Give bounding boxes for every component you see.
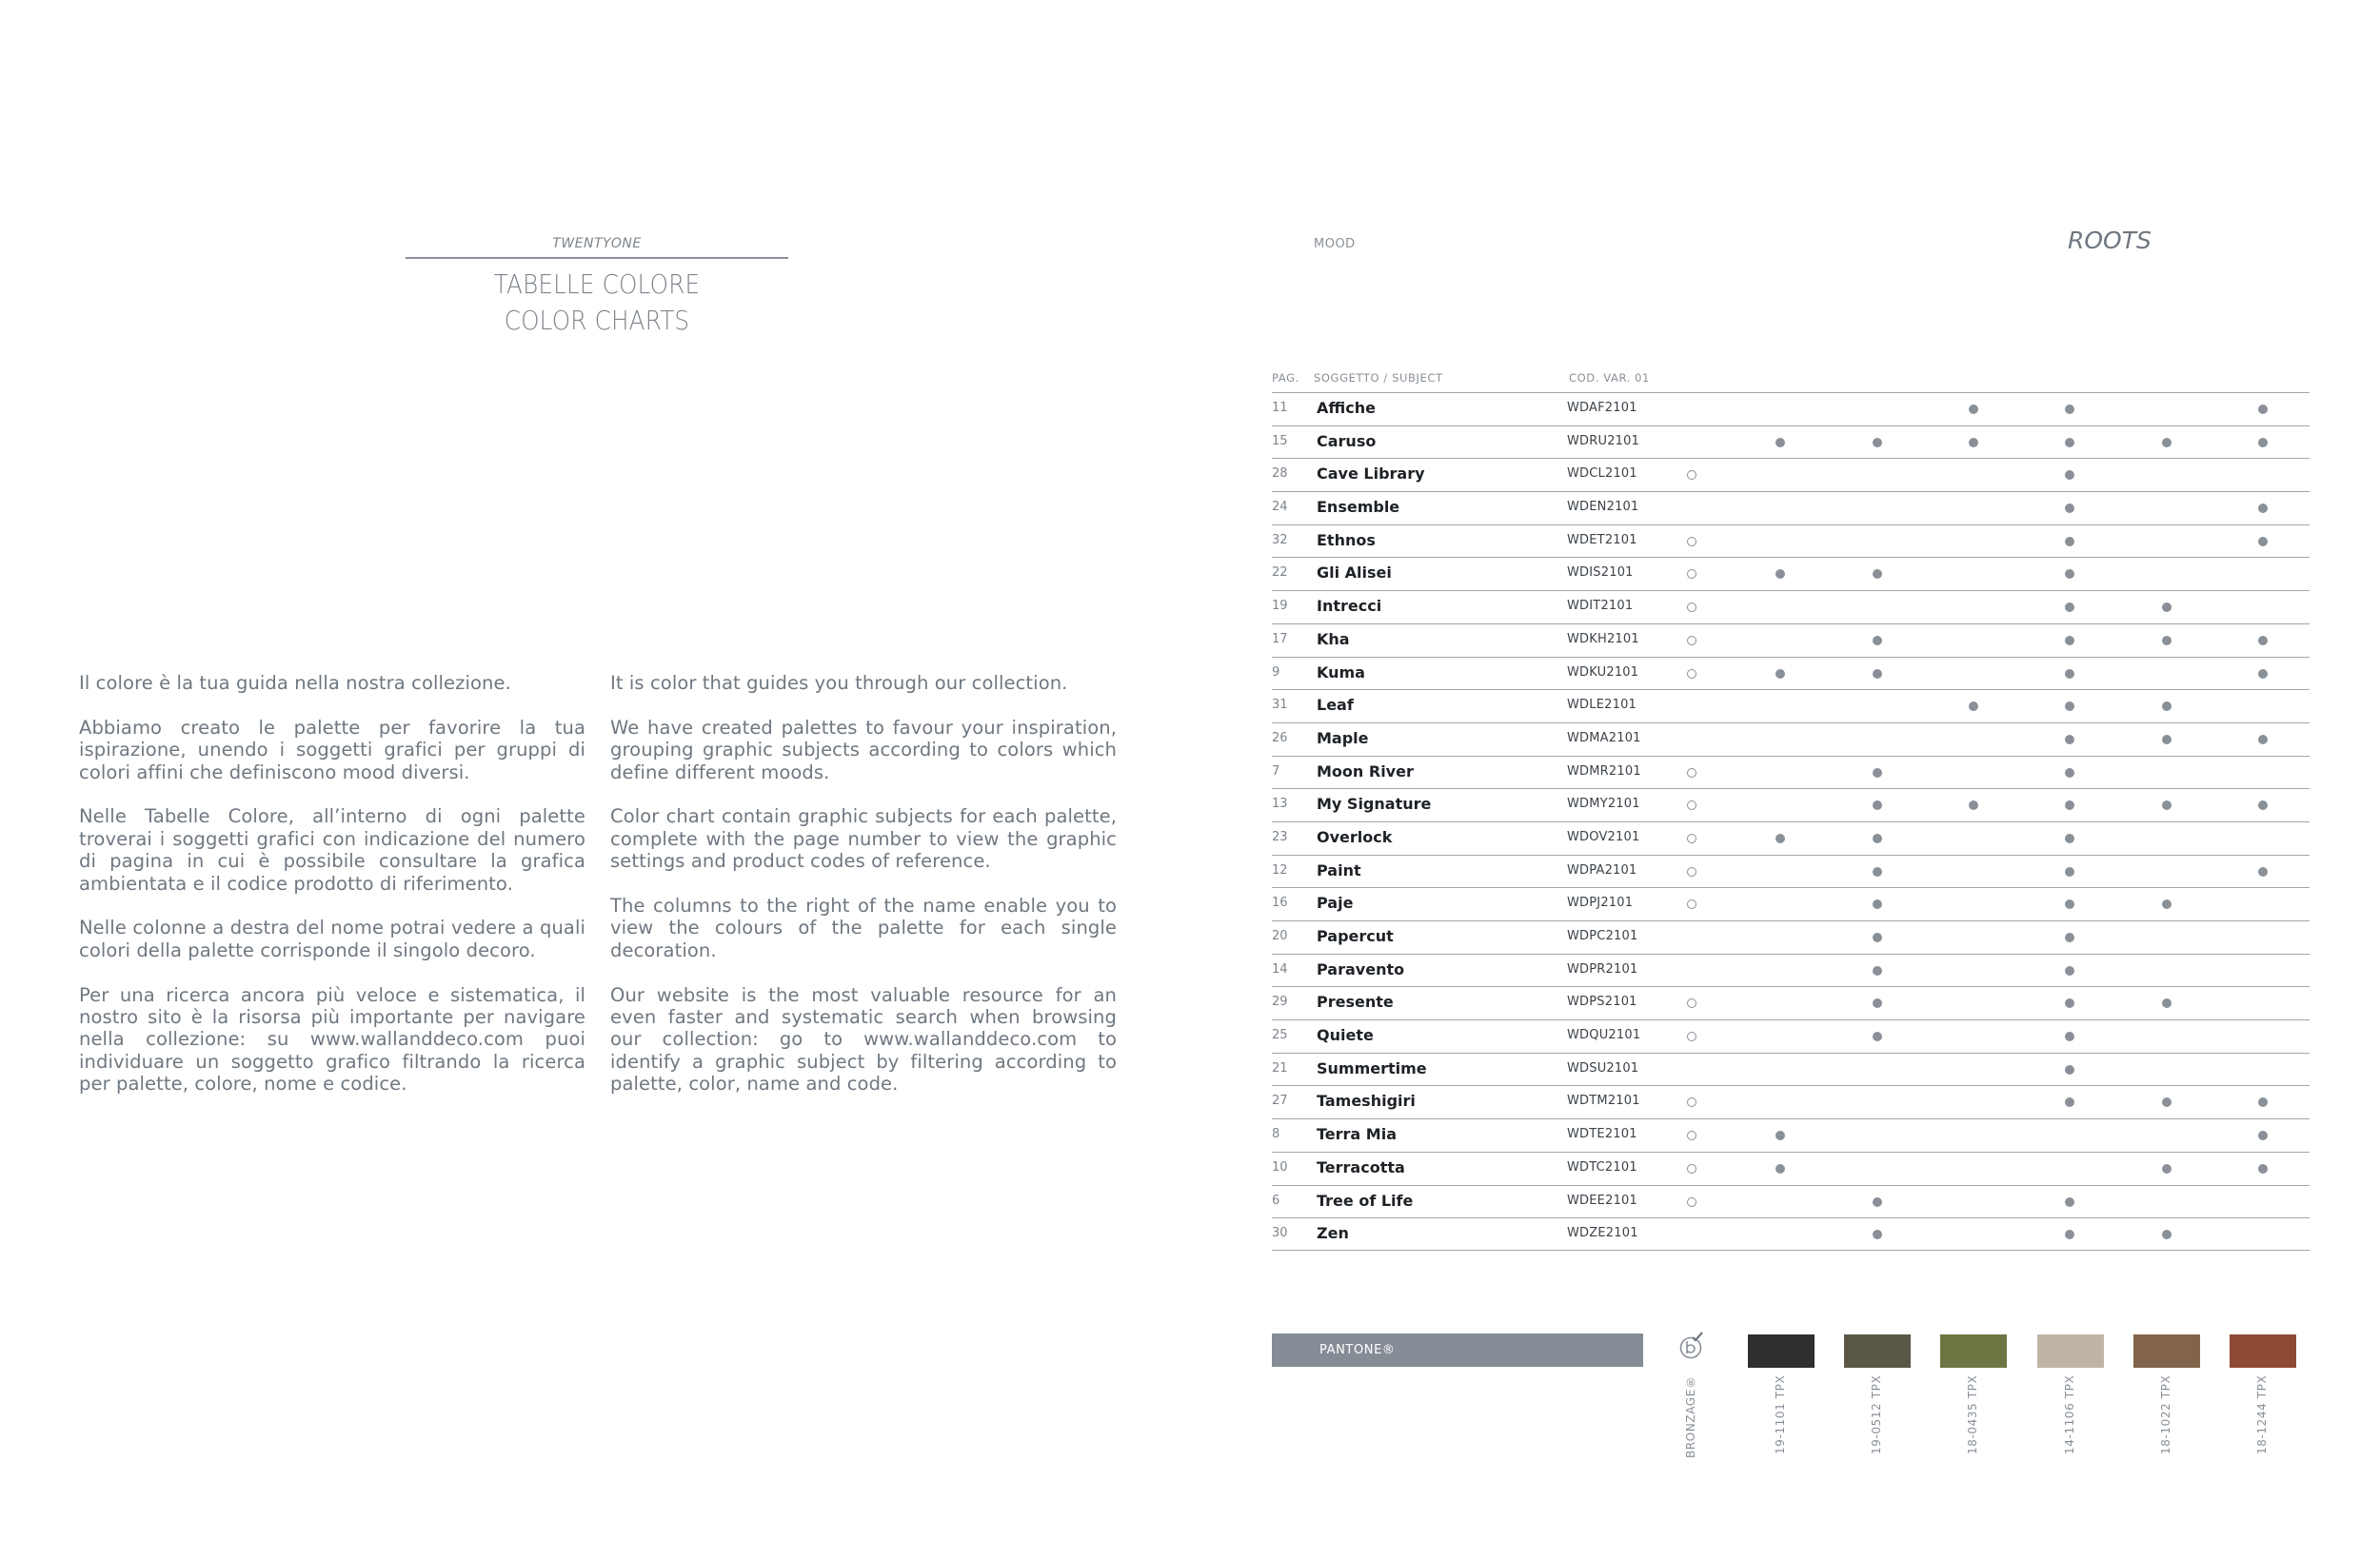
color-dot-marker (1873, 800, 1882, 810)
row-subject: Kuma (1317, 662, 1365, 682)
row-subject: Paint (1317, 860, 1361, 879)
row-code: WDET2101 (1567, 532, 1637, 547)
bronzage-ring-marker (1687, 669, 1696, 679)
row-subject: Ethnos (1317, 530, 1376, 549)
color-dot-marker (2162, 899, 2172, 909)
color-dot-marker (1969, 800, 1978, 810)
row-page-number: 8 (1272, 1127, 1280, 1142)
bronzage-ring-marker (1687, 1097, 1696, 1107)
row-subject: Cave Library (1317, 464, 1425, 484)
row-page-number: 6 (1272, 1193, 1280, 1208)
table-row (1272, 623, 2310, 657)
row-code: WDTC2101 (1567, 1159, 1637, 1175)
color-swatch (1844, 1334, 1911, 1368)
intro-it-paragraph: Nelle Tabelle Colore, all’interno di ogni palette troverai i soggetti grafici con indicazione del numero di pagina in cui è possibile consultare la grafica ambientata e il codice prodotto di riferimento. (79, 805, 585, 895)
color-dot-marker (1873, 834, 1882, 843)
row-page-number: 7 (1272, 763, 1280, 779)
row-page-number: 13 (1272, 797, 1288, 812)
table-row (1272, 821, 2310, 855)
color-dot-marker (2065, 1097, 2074, 1107)
mood-value: ROOTS (2068, 227, 2152, 254)
bronzage-ring-marker (1687, 636, 1696, 645)
color-dot-marker (1969, 405, 1978, 414)
color-dot-marker (2258, 537, 2268, 546)
color-dot-marker (2258, 504, 2268, 513)
color-dot-marker (2065, 966, 2074, 976)
swatch-code-label: 18-1022 TPX (2159, 1375, 2172, 1455)
row-code: WDPC2101 (1567, 929, 1638, 943)
bronzage-ring-marker (1687, 800, 1696, 810)
row-subject: Leaf (1317, 696, 1354, 715)
bronzage-ring-marker (1687, 569, 1696, 579)
row-page-number: 28 (1272, 466, 1288, 482)
table-row (1272, 590, 2310, 623)
table-row (1272, 425, 2310, 459)
row-page-number: 12 (1272, 862, 1288, 878)
color-swatch (1748, 1334, 1815, 1368)
color-dot-marker (1873, 768, 1882, 778)
intro-it-paragraph: Abbiamo creato le palette per favorire la tua ispirazione, unendo i soggetti grafici per gruppi di colori affini che definiscono mood diversi. (79, 716, 585, 783)
table-row (1272, 1185, 2310, 1218)
row-page-number: 15 (1272, 433, 1288, 448)
swatch-code-label: 19-1101 TPX (1774, 1375, 1787, 1455)
intro-it-paragraph: Per una ricerca ancora più veloce e sistematica, il nostro sito è la risorsa più importante per navigare nella collezione: su www.wallanddeco.com puoi individuare un soggetto grafico filtrando la ricerca per palette, colore, nome e codice. (79, 983, 585, 1096)
color-dot-marker (2162, 1230, 2172, 1239)
intro-it-paragraph: Il colore è la tua guida nella nostra collezione. (79, 672, 511, 694)
color-dot-marker (2258, 1164, 2268, 1174)
table-row (1272, 920, 2310, 954)
header-subject: SOGGETTO / SUBJECT (1314, 371, 1443, 385)
row-page-number: 14 (1272, 961, 1288, 977)
color-dot-marker (2065, 834, 2074, 843)
color-dot-marker (1873, 899, 1882, 909)
color-dot-marker (2258, 405, 2268, 414)
mood-label: MOOD (1314, 237, 1356, 251)
table-row (1272, 986, 2310, 1019)
row-page-number: 26 (1272, 730, 1288, 745)
color-dot-marker (2065, 669, 2074, 679)
intro-italian (79, 672, 585, 1117)
bronzage-ring-marker (1687, 834, 1696, 843)
color-dot-marker (2065, 504, 2074, 513)
page-title (428, 267, 765, 339)
color-dot-marker (2258, 1131, 2268, 1140)
color-dot-marker (2065, 899, 2074, 909)
row-subject: Presente (1317, 993, 1394, 1012)
row-page-number: 9 (1272, 664, 1280, 680)
color-dot-marker (2065, 438, 2074, 447)
color-dot-marker (1775, 438, 1785, 447)
row-page-number: 22 (1272, 565, 1288, 581)
header-code: COD. VAR. 01 (1569, 371, 1650, 385)
color-dot-marker (1775, 569, 1785, 579)
color-dot-marker (2162, 998, 2172, 1008)
color-dot-marker (2065, 1197, 2074, 1207)
color-dot-marker (2258, 800, 2268, 810)
color-dot-marker (2258, 669, 2268, 679)
row-code: WDPJ2101 (1567, 896, 1634, 911)
table-row (1272, 788, 2310, 821)
bronzage-ring-marker (1687, 1032, 1696, 1041)
row-subject: Kha (1317, 629, 1350, 648)
row-code: WDPR2101 (1567, 961, 1638, 977)
row-subject: Affiche (1317, 399, 1376, 417)
row-subject: Overlock (1317, 827, 1393, 846)
row-subject: Quiete (1317, 1026, 1374, 1045)
row-code: WDZE2101 (1567, 1226, 1638, 1241)
table-row (1272, 689, 2310, 722)
color-dot-marker (2065, 768, 2074, 778)
color-dot-marker (1775, 1131, 1785, 1140)
table-row (1272, 392, 2310, 425)
row-page-number: 27 (1272, 1094, 1288, 1109)
bronzage-ring-marker (1687, 537, 1696, 546)
bronzage-ring-marker (1687, 1197, 1696, 1207)
row-code: WDLE2101 (1567, 698, 1637, 713)
row-page-number: 17 (1272, 631, 1288, 646)
row-subject: Summertime (1317, 1058, 1427, 1077)
row-code: WDOV2101 (1567, 829, 1640, 844)
row-subject: Zen (1317, 1224, 1349, 1243)
bronzage-ring-marker (1687, 867, 1696, 877)
row-code: WDKU2101 (1567, 664, 1639, 680)
color-dot-marker (2162, 636, 2172, 645)
color-dot-marker (2065, 1230, 2074, 1239)
color-dot-marker (2065, 470, 2074, 480)
color-dot-marker (1873, 998, 1882, 1008)
table-row (1272, 1118, 2310, 1152)
row-subject: Gli Alisei (1317, 563, 1392, 583)
table-row (1272, 954, 2310, 987)
row-code: WDSU2101 (1567, 1060, 1639, 1076)
row-subject: Intrecci (1317, 597, 1382, 616)
title-line-en: COLOR CHARTS (504, 305, 690, 336)
color-dot-marker (1775, 669, 1785, 679)
row-code: WDEN2101 (1567, 500, 1639, 515)
intro-it-paragraph: Nelle colonne a destra del nome potrai vedere a quali colori della palette corrisponde il singolo decoro. (79, 917, 585, 961)
row-code: WDTM2101 (1567, 1094, 1640, 1109)
title-line-it: TABELLE COLORE (493, 268, 701, 300)
row-page-number: 11 (1272, 401, 1288, 415)
table-row (1272, 557, 2310, 590)
row-subject: Ensemble (1317, 498, 1400, 517)
color-dot-marker (2258, 867, 2268, 877)
color-dot-marker (2258, 438, 2268, 447)
color-dot-marker (1873, 867, 1882, 877)
color-swatch (2037, 1334, 2104, 1368)
color-swatch (1940, 1334, 2007, 1368)
bronzage-ring-marker (1687, 603, 1696, 612)
bronzage-ring-marker (1687, 899, 1696, 909)
bronzage-check-icon (1679, 1332, 1704, 1360)
row-page-number: 19 (1272, 599, 1288, 614)
row-code: WDTE2101 (1567, 1127, 1637, 1142)
bronzage-ring-marker (1687, 470, 1696, 480)
row-page-number: 10 (1272, 1159, 1288, 1175)
bronzage-ring-marker (1687, 1131, 1696, 1140)
row-code: WDMA2101 (1567, 730, 1641, 745)
row-page-number: 24 (1272, 500, 1288, 515)
row-subject: Terracotta (1317, 1157, 1405, 1176)
color-chart-table (1272, 392, 2310, 1251)
color-swatch (2230, 1334, 2296, 1368)
row-page-number: 29 (1272, 995, 1288, 1010)
row-page-number: 31 (1272, 698, 1288, 713)
table-row (1272, 1217, 2310, 1251)
color-dot-marker (1873, 933, 1882, 942)
color-dot-marker (2162, 735, 2172, 744)
row-subject: My Signature (1317, 795, 1432, 814)
header-page: PAG. (1272, 371, 1299, 385)
color-dot-marker (2065, 636, 2074, 645)
color-swatch (2133, 1334, 2200, 1368)
row-subject: Papercut (1317, 927, 1394, 945)
row-page-number: 30 (1272, 1226, 1288, 1241)
row-code: WDIS2101 (1567, 565, 1634, 581)
color-dot-marker (2162, 800, 2172, 810)
color-dot-marker (2162, 1164, 2172, 1174)
swatch-code-label: 18-1244 TPX (2255, 1375, 2269, 1455)
table-row (1272, 756, 2310, 789)
color-dot-marker (2065, 569, 2074, 579)
row-page-number: 23 (1272, 829, 1288, 844)
color-dot-marker (2258, 1097, 2268, 1107)
intro-en-paragraph: The columns to the right of the name enable you to view the colours of the palette for each single decoration. (610, 895, 1117, 961)
swatch-code-label: 19-0512 TPX (1870, 1375, 1883, 1455)
color-dot-marker (2065, 800, 2074, 810)
color-dot-marker (2065, 701, 2074, 711)
color-dot-marker (2065, 1032, 2074, 1041)
color-dot-marker (1873, 1032, 1882, 1041)
row-subject: Tameshigiri (1317, 1092, 1416, 1111)
color-dot-marker (2065, 603, 2074, 612)
row-page-number: 16 (1272, 896, 1288, 911)
bronzage-ring-marker (1687, 998, 1696, 1008)
table-header (1272, 371, 2310, 388)
row-subject: Tree of Life (1317, 1191, 1414, 1210)
swatch-code-label: 18-0435 TPX (1966, 1375, 1979, 1455)
color-dot-marker (1873, 966, 1882, 976)
color-dot-marker (2065, 867, 2074, 877)
row-code: WDAF2101 (1567, 401, 1637, 415)
color-dot-marker (1775, 1164, 1785, 1174)
row-code: WDMR2101 (1567, 763, 1641, 779)
color-dot-marker (2065, 1065, 2074, 1075)
row-page-number: 32 (1272, 532, 1288, 547)
row-page-number: 25 (1272, 1028, 1288, 1043)
table-row (1272, 887, 2310, 920)
intro-en-paragraph: It is color that guides you through our collection. (610, 672, 1068, 694)
color-dot-marker (2065, 998, 2074, 1008)
color-dot-marker (2162, 438, 2172, 447)
table-row (1272, 855, 2310, 888)
intro-english (610, 672, 1117, 1117)
table-row (1272, 524, 2310, 558)
row-subject: Paje (1317, 894, 1354, 913)
color-dot-marker (2162, 1097, 2172, 1107)
row-page-number: 20 (1272, 929, 1288, 943)
pantone-bar: PANTONE® (1272, 1334, 1643, 1367)
table-row (1272, 1085, 2310, 1118)
intro-en-paragraph: Our website is the most valuable resource for an even faster and systematic search when browsing our collection: go to www.wallanddeco.com to identify a graphic subject by filtering according to palette, color, name and code. (610, 983, 1117, 1096)
color-dot-marker (2162, 603, 2172, 612)
row-subject: Terra Mia (1317, 1125, 1397, 1144)
row-code: WDPS2101 (1567, 995, 1637, 1010)
color-dot-marker (1873, 569, 1882, 579)
row-code: WDRU2101 (1567, 433, 1640, 448)
bronzage-ring-marker (1687, 768, 1696, 778)
color-dot-marker (1873, 438, 1882, 447)
row-code: WDCL2101 (1567, 466, 1637, 482)
row-subject: Moon River (1317, 761, 1414, 780)
swatch-code-label: 14-1106 TPX (2063, 1375, 2076, 1455)
table-row (1272, 1152, 2310, 1185)
table-row (1272, 458, 2310, 491)
color-dot-marker (2162, 701, 2172, 711)
row-code: WDMY2101 (1567, 797, 1640, 812)
row-code: WDIT2101 (1567, 599, 1634, 614)
color-dot-marker (1873, 1230, 1882, 1239)
row-code: WDQU2101 (1567, 1028, 1641, 1043)
row-page-number: 21 (1272, 1060, 1288, 1076)
table-row (1272, 491, 2310, 524)
color-dot-marker (1969, 701, 1978, 711)
bronzage-ring-marker (1687, 1164, 1696, 1174)
color-dot-marker (2065, 537, 2074, 546)
table-row (1272, 1019, 2310, 1053)
table-row (1272, 657, 2310, 690)
intro-en-paragraph: We have created palettes to favour your inspiration, grouping graphic subjects according to colors which define different moods. (610, 716, 1117, 783)
intro-en-paragraph: Color chart contain graphic subjects for each palette, complete with the page number to view the graphic settings and product codes of reference. (610, 805, 1117, 873)
color-dot-marker (1873, 1197, 1882, 1207)
chapter-kicker: TWENTYONE (406, 236, 788, 259)
table-row (1272, 722, 2310, 756)
row-subject: Maple (1317, 728, 1369, 747)
row-subject: Caruso (1317, 431, 1377, 450)
table-row (1272, 1053, 2310, 1086)
bronzage-label: BRONZAGE® (1684, 1375, 1697, 1459)
color-dot-marker (2258, 735, 2268, 744)
row-code: WDEE2101 (1567, 1193, 1637, 1208)
color-dot-marker (2258, 636, 2268, 645)
color-dot-marker (1775, 834, 1785, 843)
row-code: WDPA2101 (1567, 862, 1637, 878)
color-dot-marker (1969, 438, 1978, 447)
color-dot-marker (1873, 669, 1882, 679)
row-subject: Paravento (1317, 959, 1405, 978)
row-code: WDKH2101 (1567, 631, 1639, 646)
color-dot-marker (2065, 933, 2074, 942)
color-dot-marker (1873, 636, 1882, 645)
color-dot-marker (2065, 735, 2074, 744)
color-dot-marker (2065, 405, 2074, 414)
